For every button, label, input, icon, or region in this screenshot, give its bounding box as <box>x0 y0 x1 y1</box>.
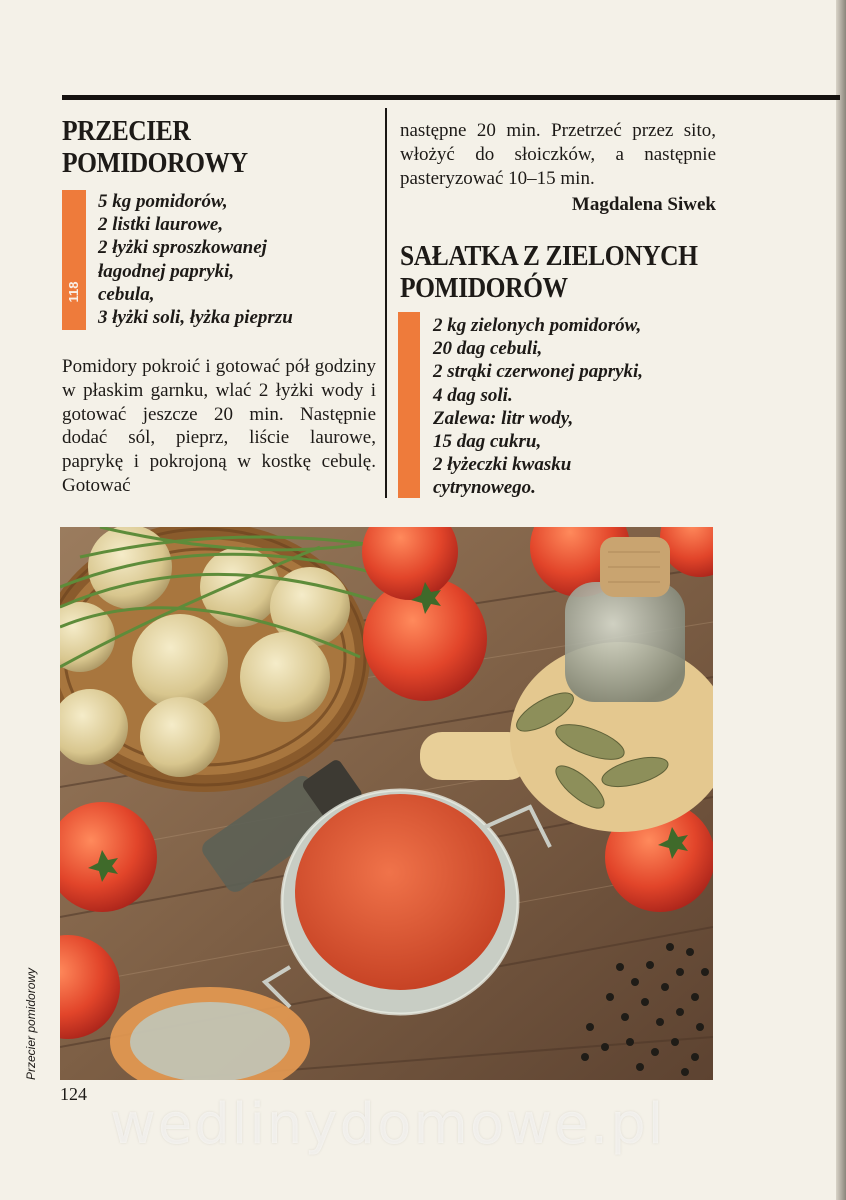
watermark: wedlinydomowe.pl <box>110 1092 666 1157</box>
recipe2-title-line1: SAŁATKA Z ZIELONYCH <box>400 240 698 272</box>
page-number: 124 <box>60 1084 87 1104</box>
ingredient-item: 15 dag cukru, <box>433 431 542 453</box>
recipe1-accent-bar <box>62 190 86 330</box>
ingredient-item: Zalewa: litr wody, <box>433 407 574 429</box>
recipe2-title <box>400 240 697 304</box>
recipe1-title-line2: POMIDOROWY <box>62 147 248 179</box>
ingredient-item: 5 kg pomidorów, <box>98 191 228 212</box>
ingredient-item: cytrynowego. <box>433 477 536 499</box>
recipe1-instructions-part1: Pomidory pokroić i gotować pół godziny w płaskim garnku, wlać 2 łyżki wody i gotować jeszcze 20 min. Następnie dodać sól, pieprz, liście laurowe, paprykę i pokrojoną w kostkę cebulę. Gotować <box>62 356 376 496</box>
page-edge-shadow <box>836 0 846 1200</box>
recipe2-accent-bar <box>398 312 420 498</box>
ingredient-item: cebula, <box>98 283 155 305</box>
ingredient-item: 3 łyżki soli, łyżka pieprzu <box>98 307 293 329</box>
recipe1-title <box>62 115 248 179</box>
ingredient-item: 2 strąki czerwonej papryki, <box>433 361 644 383</box>
side-tab-label: 118 <box>66 281 81 303</box>
recipe2-title-line2: POMIDORÓW <box>400 272 568 304</box>
ingredient-item: 4 dag soli. <box>433 384 513 406</box>
column-divider <box>385 108 387 498</box>
recipe1-ingredients <box>98 190 293 329</box>
ingredient-item: 2 kg zielonych pomidorów, <box>433 315 642 336</box>
side-caption: Przecier pomidorowy <box>24 967 38 1080</box>
ingredient-item: łagodnej papryki, <box>98 260 235 282</box>
top-rule <box>62 95 840 100</box>
recipe2-ingredients <box>433 314 643 500</box>
ingredient-item: 2 łyżeczki kwasku <box>433 454 572 476</box>
recipe1-title-line1: PRZECIER <box>62 115 191 147</box>
ingredient-item: 20 dag cebuli, <box>433 338 543 360</box>
recipe1-instructions-part2: następne 20 min. Przetrzeć przez sito, włożyć do słoiczków, a następnie pasteryzować 10–15 min. <box>400 120 716 189</box>
recipe1-author: Magdalena Siwek <box>571 194 716 215</box>
ingredient-item: 2 listki laurowe, <box>98 214 224 236</box>
ingredient-item: 2 łyżki sproszkowanej <box>98 237 267 259</box>
food-photo <box>60 527 713 1080</box>
